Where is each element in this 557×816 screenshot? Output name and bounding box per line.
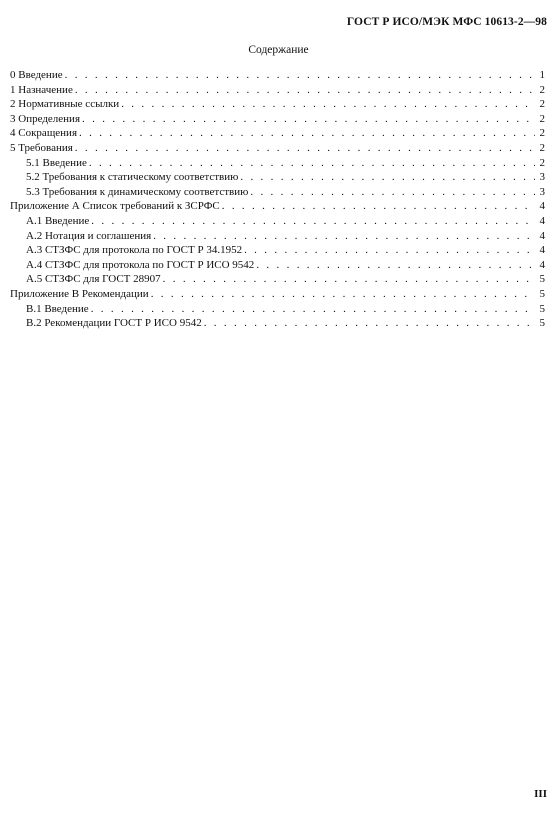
toc-entry-label: 5.1 Введение: [26, 156, 87, 169]
toc-leader-dots: [91, 214, 535, 229]
toc-leader-dots: [121, 97, 535, 112]
toc-entry-label: 4 Сокращения: [10, 127, 77, 140]
toc-entry-label: А.2 Нотация и соглашения: [26, 229, 152, 242]
toc-subentry[interactable]: [10, 302, 545, 317]
toc-page-number: 4: [539, 258, 545, 271]
toc-entry-label: 5.3 Требования к динамическому соответствию: [26, 185, 249, 198]
toc-leader-dots: [153, 229, 535, 244]
toc-entry[interactable]: [10, 199, 545, 214]
table-of-contents: [10, 68, 545, 331]
toc-entry-label: Приложение В Рекомендации: [10, 287, 149, 300]
toc-page-number: 3: [539, 171, 545, 184]
toc-leader-dots: [250, 185, 535, 200]
toc-entry[interactable]: [10, 97, 545, 112]
toc-page-number: 2: [539, 112, 545, 125]
toc-page-number: 3: [539, 185, 545, 198]
toc-subentry[interactable]: [10, 170, 545, 185]
toc-page-number: 2: [539, 83, 545, 96]
toc-leader-dots: [240, 170, 535, 185]
toc-entry-label: 5 Требования: [10, 141, 73, 154]
toc-leader-dots: [244, 243, 535, 258]
toc-entry-label: 1 Назначение: [10, 83, 73, 96]
toc-entry-label: 5.2 Требования к статическому соответствию: [26, 171, 239, 184]
toc-entry-label: А.1 Введение: [26, 214, 90, 227]
toc-subentry[interactable]: [10, 185, 545, 200]
toc-leader-dots: [151, 287, 535, 302]
toc-entry-label: В.1 Введение: [26, 302, 89, 315]
toc-leader-dots: [65, 68, 535, 83]
toc-page-number: 2: [539, 156, 545, 169]
toc-page-number: 2: [539, 127, 545, 140]
toc-leader-dots: [91, 302, 535, 317]
toc-entry[interactable]: [10, 141, 545, 156]
document-header: ГОСТ Р ИСО/МЭК МФС 10613-2—98: [346, 16, 547, 28]
toc-page-number: 2: [539, 98, 545, 111]
toc-subentry[interactable]: [10, 316, 545, 331]
toc-leader-dots: [204, 316, 535, 331]
toc-entry-label: 2 Нормативные ссылки: [10, 98, 120, 111]
toc-page-number: 5: [539, 302, 545, 315]
toc-subentry[interactable]: [10, 243, 545, 258]
page-number: III: [534, 788, 547, 800]
toc-entry[interactable]: [10, 83, 545, 98]
toc-entry-label: А.4 СТЗФС для протокола по ГОСТ Р ИСО 9542: [26, 258, 255, 271]
toc-entry[interactable]: [10, 68, 545, 83]
toc-subentry[interactable]: [10, 258, 545, 273]
toc-entry[interactable]: [10, 126, 545, 141]
toc-entry-label: В.2 Рекомендации ГОСТ Р ИСО 9542: [26, 317, 202, 330]
toc-entry-label: Приложение А Список требований к ЗСРФС: [10, 200, 220, 213]
toc-subentry[interactable]: [10, 229, 545, 244]
toc-entry-label: А.3 СТЗФС для протокола по ГОСТ Р 34.1952: [26, 244, 243, 257]
toc-leader-dots: [89, 156, 535, 171]
toc-entry-label: 0 Введение: [10, 69, 63, 81]
toc-subentry[interactable]: [10, 156, 545, 171]
toc-page-number: 2: [539, 141, 545, 154]
toc-leader-dots: [163, 272, 535, 287]
toc-page-number: 1: [539, 69, 545, 81]
toc-page-number: 5: [539, 287, 545, 300]
toc-entry-label: 3 Определения: [10, 112, 81, 125]
toc-leader-dots: [256, 258, 535, 273]
toc-leader-dots: [75, 83, 535, 98]
toc-leader-dots: [82, 112, 535, 127]
page-title: Содержание: [248, 44, 309, 56]
toc-subentry[interactable]: [10, 272, 545, 287]
toc-entry[interactable]: [10, 112, 545, 127]
toc-leader-dots: [79, 126, 535, 141]
toc-page-number: 5: [539, 273, 545, 286]
toc-entry-label: А.5 СТЗФС для ГОСТ 28907: [26, 273, 161, 286]
toc-leader-dots: [222, 199, 535, 214]
toc-page-number: 4: [539, 244, 545, 257]
toc-page-number: 4: [539, 214, 545, 227]
toc-page-number: 4: [539, 229, 545, 242]
toc-leader-dots: [75, 141, 535, 156]
toc-page-number: 5: [539, 317, 545, 330]
toc-entry[interactable]: [10, 287, 545, 302]
toc-subentry[interactable]: [10, 214, 545, 229]
toc-page-number: 4: [539, 200, 545, 213]
